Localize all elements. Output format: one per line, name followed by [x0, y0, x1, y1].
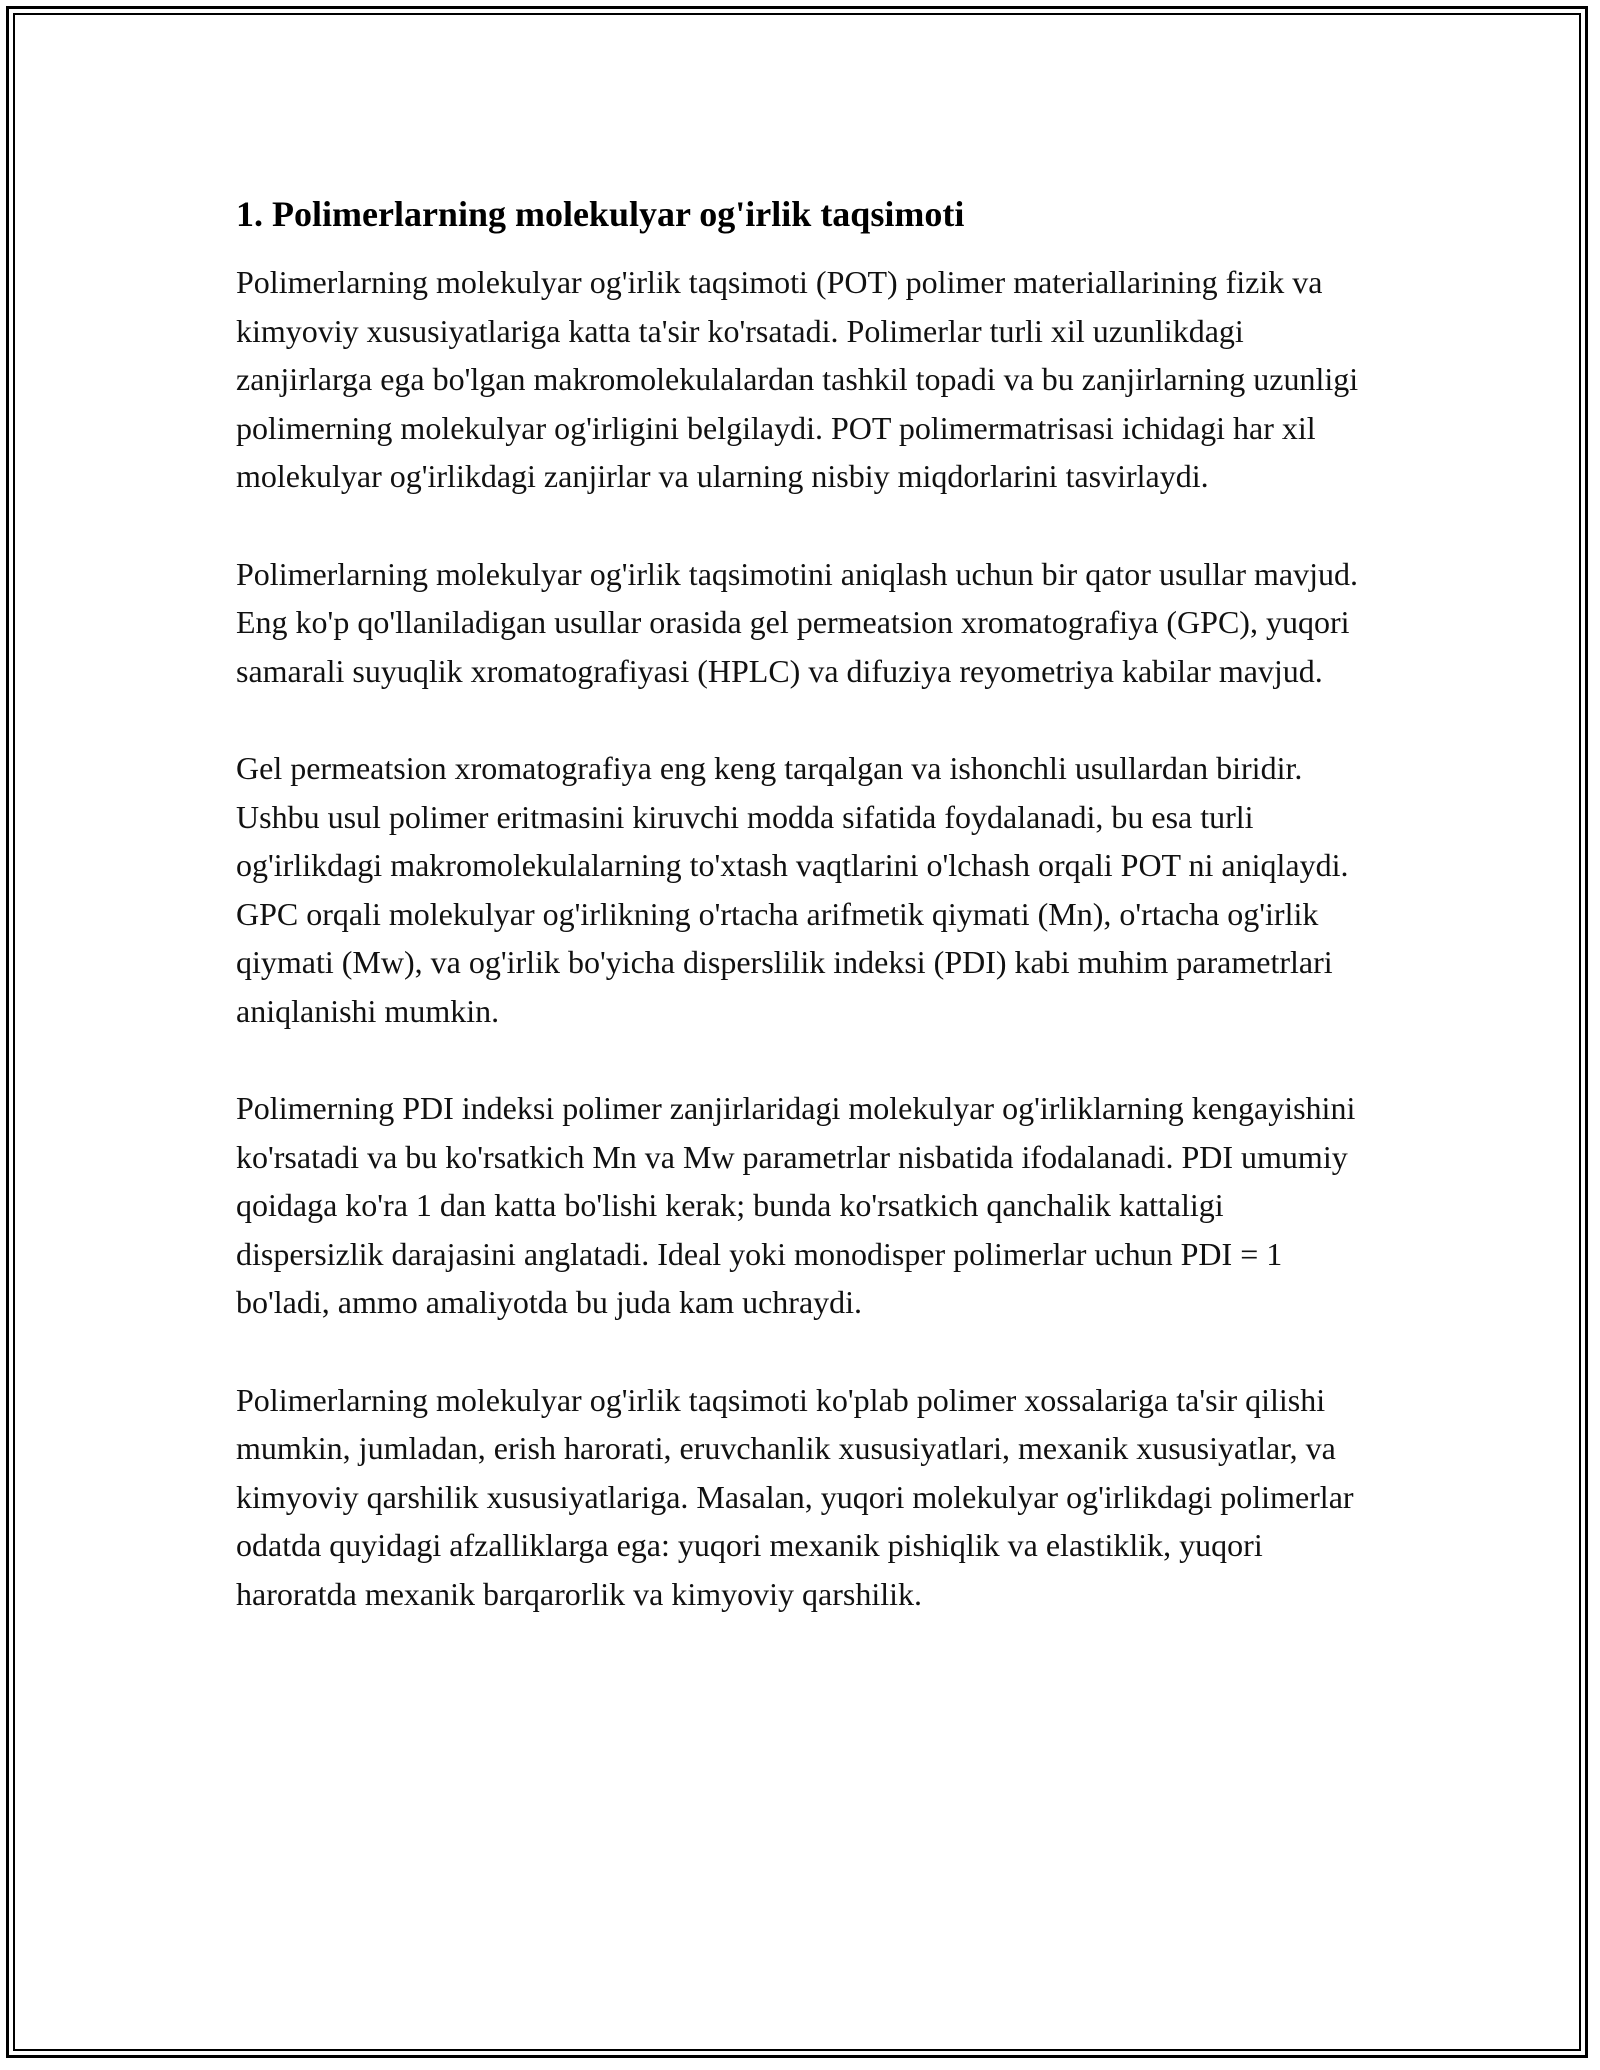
paragraph-pdi: Polimerning PDI indeksi polimer zanjirlaridagi molekulyar og'irliklarning kengayishini ko'rsatadi va bu ko'rsatkich Mn va Mw parametrlar nisbatida ifodalanadi. PDI umumiy qoidaga ko'ra 1 dan katta bo'lishi kerak; bunda ko'rsatkich qanchalik kattaligi dispersizlik darajasini anglatadi. Ideal yoki monodisper polimerlar uchun PDI = 1 bo'ladi, ammo amaliyotda bu juda kam uchraydi. [236, 1090, 1356, 1320]
section-heading: 1. Polimerlarning molekulyar og'irlik taqsimoti [236, 194, 965, 234]
paragraph-gpc: Gel permeatsion xromatografiya eng keng tarqalgan va ishonchli usullardan biridir. Ushbu usul polimer eritmasini kiruvchi modda sifatida foydalanadi, bu esa turli og'irlikdagi makromolekulalarning to'xtash vaqtlarini o'lchash orqali POT ni aniqlaydi. GPC orqali molekulyar og'irlikning o'rtacha arifmetik qiymati (Mn), o'rtacha og'irlik qiymati (Mw), va og'irlik bo'yicha disperslilik indeksi (PDI) kabi muhim parametrlari aniqlanishi mumkin. [236, 750, 1349, 1029]
paragraph-pot-definition: Polimerlarning molekulyar og'irlik taqsimoti (POT) polimer materiallarining fizik va kimyoviy xususiyatlariga katta ta'sir ko'rsatadi. Polimerlar turli xil uzunlikdagi zanjirlarga ega bo'lgan makromolekulalardan tashkil topadi va bu zanjirlarning uzunligi polimerning molekulyar og'irligini belgilaydi. POT polimermatrisasi ichidagi har xil molekulyar og'irlikdagi zanjirlar va ularning nisbiy miqdorlarini tasvirlaydi. [236, 264, 1359, 494]
paragraph-properties: Polimerlarning molekulyar og'irlik taqsimoti ko'plab polimer xossalariga ta'sir qilishi mumkin, jumladan, erish harorati, eruvchanlik xususiyatlari, mexanik xususiyatlar, va kimyoviy qarshilik xususiyatlariga. Masalan, yuqori molekulyar og'irlikdagi polimerlar odatda quyidagi afzalliklarga ega: yuqori mexanik pishiqlik va elastiklik, yuqori haroratda mexanik barqarorlik va kimyoviy qarshilik. [236, 1381, 1354, 1612]
document-body [236, 190, 1366, 1667]
paragraph-methods: Polimerlarning molekulyar og'irlik taqsimotini aniqlash uchun bir qator usullar mavjud. Eng ko'p qo'llaniladigan usullar orasida gel permeatsion xromatografiya (GPC), yuqori samarali suyuqlik xromatografiyasi (HPLC) va difuziya reyometriya kabilar mavjud. [236, 555, 1359, 689]
